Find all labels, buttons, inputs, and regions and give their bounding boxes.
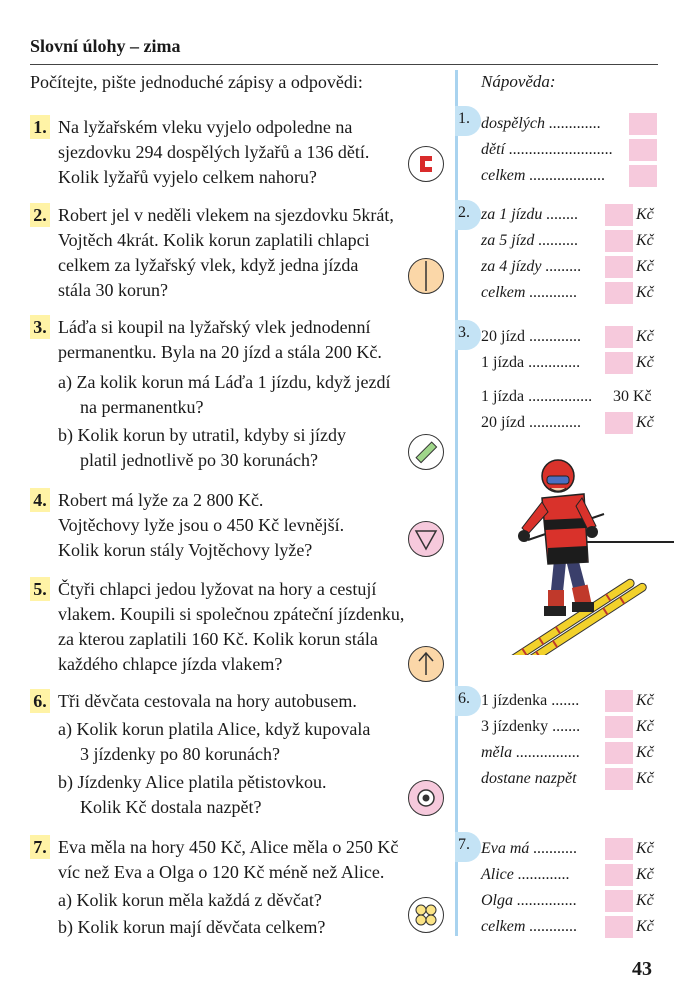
hint-label: celkem ............ (481, 284, 578, 301)
hint-label: měla ................ (481, 744, 581, 761)
hint-label: Eva má ........... (481, 840, 578, 857)
answer-box[interactable] (629, 139, 657, 161)
task-number: 1. (30, 115, 50, 139)
task-3 (30, 315, 460, 475)
task-text: Vojtěchovy lyže jsou o 450 Kč levnější. (58, 515, 345, 535)
hint-label: za 5 jízd .......... (481, 232, 579, 249)
hint-label: 1 jízdenka ....... (481, 692, 580, 709)
currency-label: Kč (636, 284, 654, 301)
task-number: 2. (30, 203, 50, 227)
task-number: 3. (30, 315, 50, 339)
task-text: Robert jel v neděli vlekem na sjezdovku 5krát, (58, 205, 394, 225)
hint-row (481, 414, 661, 436)
answer-box[interactable] (605, 204, 633, 226)
answer-box[interactable] (605, 916, 633, 938)
hint-label: Alice ............. (481, 866, 570, 883)
currency-label: Kč (636, 258, 654, 275)
hint-label: za 1 jízdu ........ (481, 206, 579, 223)
currency-label: Kč (636, 744, 654, 761)
currency-label: Kč (636, 866, 654, 883)
task-4 (30, 488, 460, 568)
hint-row (481, 718, 661, 740)
answer-box[interactable] (605, 716, 633, 738)
answer-box[interactable] (605, 890, 633, 912)
page-number: 43 (632, 958, 652, 980)
task-2 (30, 203, 460, 303)
task-subquestion: b) Kolik korun by utratil, kdyby si jízdy (58, 425, 346, 445)
hint-row (481, 167, 661, 189)
hint-row (481, 354, 661, 376)
hint-number: 6. (455, 686, 481, 716)
task-subquestion: a) Kolik korun měla každá z děvčat? (58, 890, 322, 910)
hint-label: za 4 jízdy ......... (481, 258, 582, 275)
arrow-up-symbol-icon (408, 646, 444, 682)
hint-label: dětí .......................... (481, 141, 613, 158)
currency-label: Kč (636, 232, 654, 249)
given-value: 30 Kč (613, 388, 652, 405)
currency-label: Kč (636, 328, 654, 345)
currency-label: Kč (636, 892, 654, 909)
answer-box[interactable] (605, 742, 633, 764)
task-subquestion: a) Za kolik korun má Láďa 1 jízdu, když jezdí (58, 372, 391, 392)
hint-label: Olga ............... (481, 892, 577, 909)
hint-row (481, 692, 661, 714)
answer-box[interactable] (605, 768, 633, 790)
task-1 (30, 115, 440, 195)
target-symbol-icon (408, 780, 444, 816)
hint-row (481, 770, 661, 792)
task-text: celkem za lyžařský vlek, když jedna jízda (58, 255, 359, 275)
hint-number: 7. (455, 832, 481, 862)
hint-label: dostane nazpět (481, 770, 577, 787)
hint-row (481, 328, 661, 350)
hint-row (481, 866, 661, 888)
task-number: 7. (30, 835, 50, 859)
hint-header: Nápověda: (481, 72, 556, 91)
page-title: Slovní úlohy – zima (30, 36, 181, 56)
hint-row (481, 918, 661, 940)
hint-label: dospělých ............. (481, 115, 601, 132)
task-text: vlakem. Koupili si společnou zpáteční jízdenku, (58, 604, 405, 624)
answer-box[interactable] (605, 690, 633, 712)
task-text: Eva měla na hory 450 Kč, Alice měla o 250 Kč (58, 837, 399, 857)
currency-label: Kč (636, 414, 654, 431)
task-subquestion: platil jednotlivě po 30 korunách? (80, 450, 318, 470)
hint-row (481, 744, 661, 766)
title-rule (30, 64, 658, 65)
half-circle-symbol-icon (408, 258, 444, 294)
currency-label: Kč (636, 354, 654, 371)
clover-symbol-icon (408, 897, 444, 933)
task-7 (30, 835, 460, 945)
task-subquestion: Kolik Kč dostala nazpět? (80, 797, 262, 817)
answer-box[interactable] (605, 326, 633, 348)
task-text: Kolik korun stály Vojtěchovy lyže? (58, 540, 313, 560)
task-text: Kolik lyžařů vyjelo celkem nahoru? (58, 167, 317, 187)
currency-label: Kč (636, 918, 654, 935)
answer-box[interactable] (605, 838, 633, 860)
task-5 (30, 577, 460, 677)
task-text: Tři děvčata cestovala na hory autobusem. (58, 691, 357, 711)
hint-label: 20 jízd ............. (481, 414, 581, 431)
hint-label: 3 jízdenky ....... (481, 718, 581, 735)
hint-row (481, 892, 661, 914)
hint-row (481, 232, 661, 254)
answer-box[interactable] (605, 256, 633, 278)
hint-row (481, 258, 661, 280)
task-number: 4. (30, 488, 50, 512)
task-text: Robert má lyže za 2 800 Kč. (58, 490, 264, 510)
task-subquestion: 3 jízdenky po 80 korunách? (80, 744, 280, 764)
task-text: víc než Eva a Olga o 120 Kč méně než Alice. (58, 862, 385, 882)
task-subquestion: b) Kolik korun mají děvčata celkem? (58, 917, 326, 937)
task-text: stála 30 korun? (58, 280, 168, 300)
answer-box[interactable] (605, 352, 633, 374)
hint-row (481, 115, 661, 137)
currency-label: Kč (636, 840, 654, 857)
lift-symbol-icon (408, 146, 444, 182)
answer-box[interactable] (605, 230, 633, 252)
task-text: Čtyři chlapci jedou lyžovat na hory a cestují (58, 579, 377, 599)
answer-box[interactable] (629, 165, 657, 187)
hint-row (481, 840, 661, 862)
hint-label: 1 jízda ................ (481, 388, 593, 405)
diagonal-symbol-icon (408, 434, 444, 470)
hint-row (481, 284, 661, 306)
hint-label: celkem ................... (481, 167, 606, 184)
task-text: sjezdovku 294 dospělých lyžařů a 136 dětí. (58, 142, 370, 162)
hint-row (481, 141, 661, 163)
hint-row (481, 206, 661, 228)
task-subquestion: na permanentku? (80, 397, 204, 417)
answer-box[interactable] (605, 282, 633, 304)
currency-label: Kč (636, 770, 654, 787)
task-number: 6. (30, 689, 50, 713)
task-subquestion: b) Jízdenky Alice platila pětistovkou. (58, 772, 327, 792)
currency-label: Kč (636, 692, 654, 709)
hint-label: celkem ............ (481, 918, 578, 935)
hint-number: 1. (455, 106, 481, 136)
task-subquestion: a) Kolik korun platila Alice, když kupovala (58, 719, 371, 739)
hint-number: 3. (455, 320, 481, 350)
hint-label: 20 jízd ............. (481, 328, 581, 345)
task-text: permanentku. Byla na 20 jízd a stála 200 Kč. (58, 342, 382, 362)
skier-illustration (492, 450, 682, 655)
task-text: Na lyžařském vleku vyjelo odpoledne na (58, 117, 353, 137)
task-text: Láďa si koupil na lyžařský vlek jednodenní (58, 317, 371, 337)
answer-box[interactable] (605, 864, 633, 886)
task-text: Vojtěch 4krát. Kolik korun zaplatili chlapci (58, 230, 370, 250)
triangle-symbol-icon (408, 521, 444, 557)
answer-box[interactable] (605, 412, 633, 434)
instructions: Počítejte, pište jednoduché zápisy a odpovědi: (30, 72, 363, 92)
hint-label: 1 jízda ............. (481, 354, 581, 371)
answer-box[interactable] (629, 113, 657, 135)
currency-label: Kč (636, 718, 654, 735)
task-6 (30, 689, 460, 819)
currency-label: Kč (636, 206, 654, 223)
hint-number: 2. (455, 200, 481, 230)
task-text: za kterou zaplatili 160 Kč. Kolik korun stála (58, 629, 378, 649)
task-text: každého chlapce jízda vlakem? (58, 654, 283, 674)
hint-row (481, 388, 661, 410)
task-number: 5. (30, 577, 50, 601)
